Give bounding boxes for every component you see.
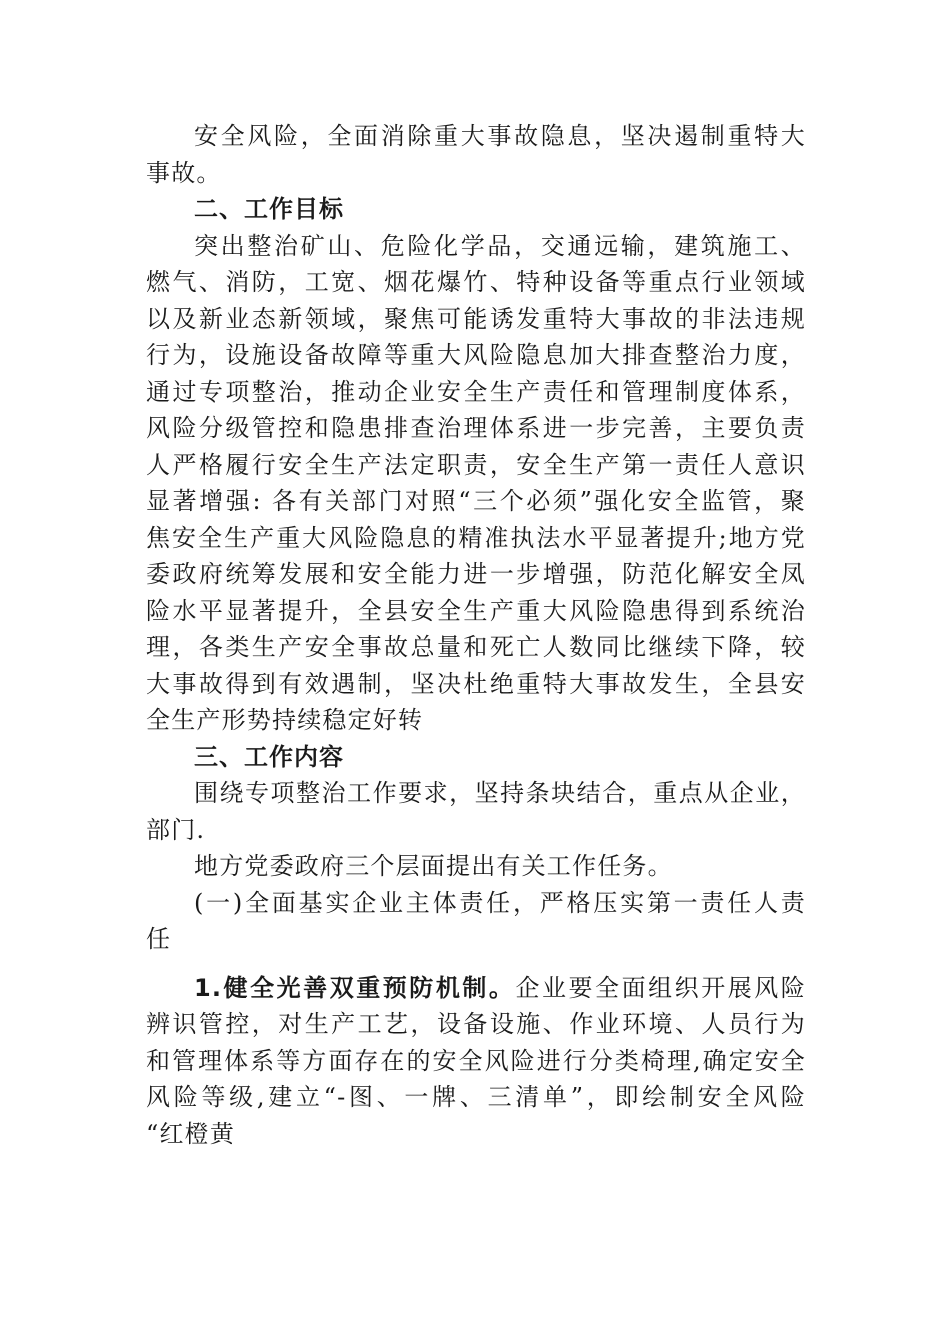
item-1-text: 企业要全面组织开展风险 bbox=[515, 973, 806, 1002]
paragraph-line: 以及新业态新领域，聚焦可能诱发重特大事故的非法违规 bbox=[146, 304, 806, 333]
paragraph-line: 围绕专项整治工作要求，坚持条块结合，重点从企业， bbox=[194, 779, 806, 807]
paragraph-line: 全生产形势持续稳定好转 bbox=[146, 706, 424, 734]
section-heading-content: 三、工作内容 bbox=[194, 742, 344, 771]
paragraph-line: 部门. bbox=[146, 815, 206, 844]
document-body bbox=[146, 118, 806, 1152]
paragraph-line: “红橙黄 bbox=[146, 1119, 236, 1148]
subsection-heading: (一)全面基实企业主体责任，严格压实第一责任人责 bbox=[194, 888, 806, 917]
paragraph-line: 显著增强: 各有关部门对照“三个必须”强化安全监管，聚 bbox=[146, 487, 806, 515]
paragraph-line: 通过专项整治，推动企业安全生产责任和管理制度体系， bbox=[146, 377, 806, 406]
paragraph-line: 突出整治矿山、危险化学品，交通远输，建筑施工、 bbox=[194, 231, 806, 260]
paragraph-line: 行为，设施设备故障等重大风险隐息加大排查整治力度， bbox=[146, 341, 806, 369]
paragraph-line: 和管理体系等方面存在的安全风险进行分类椅理,确定安全 bbox=[146, 1046, 806, 1075]
paragraph-line: 地方党委政府三个层面提出有关工作任务。 bbox=[194, 852, 673, 880]
paragraph-line: 辨识管控，对生产工艺，设备设施、作业环境、人员行为 bbox=[146, 1010, 806, 1038]
subsection-heading-cont: 任 bbox=[146, 925, 172, 953]
paragraph-line: 安全风险，全面消除重大事故隐息，坚决遏制重特大 bbox=[194, 122, 806, 150]
paragraph-line: 风险等级,建立“-图、一牌、三清单”，即绘制安全风险 bbox=[146, 1083, 806, 1111]
paragraph-line: 大事故得到有效遇制，坚决杜绝重特大事故发生，全县安 bbox=[146, 669, 806, 698]
paragraph-line: 人严格履行安全生产法定职责，安全生产第一责任人意识 bbox=[146, 450, 806, 479]
item-1-title: 1.健全光善双重预防机制。 bbox=[194, 973, 516, 1002]
paragraph-line: 委政府统筹发展和安全能力进一步增强，防范化解安全凤 bbox=[146, 560, 806, 588]
paragraph-line: 燃气、消防，工宽、烟花爆竹、特种设备等重点行业领域 bbox=[146, 268, 806, 296]
section-heading-goals: 二、工作目标 bbox=[194, 195, 344, 223]
paragraph-line: 理，各类生产安全事故总量和死亡人数同比继续下降，较 bbox=[146, 633, 806, 661]
paragraph-line: 焦安全生产重大风险隐息的精准执法水平显著提升;地方党 bbox=[146, 523, 806, 552]
paragraph-line: 事故。 bbox=[146, 158, 222, 187]
item-1-first-line bbox=[146, 970, 806, 1007]
paragraph-line: 险水平显著提升，全县安全生产重大风险隐患得到系统治 bbox=[146, 596, 806, 625]
spacer bbox=[146, 958, 806, 970]
paragraph-line: 风险分级管控和隐患排查治理体系进一步完善，主要负责 bbox=[146, 414, 806, 442]
